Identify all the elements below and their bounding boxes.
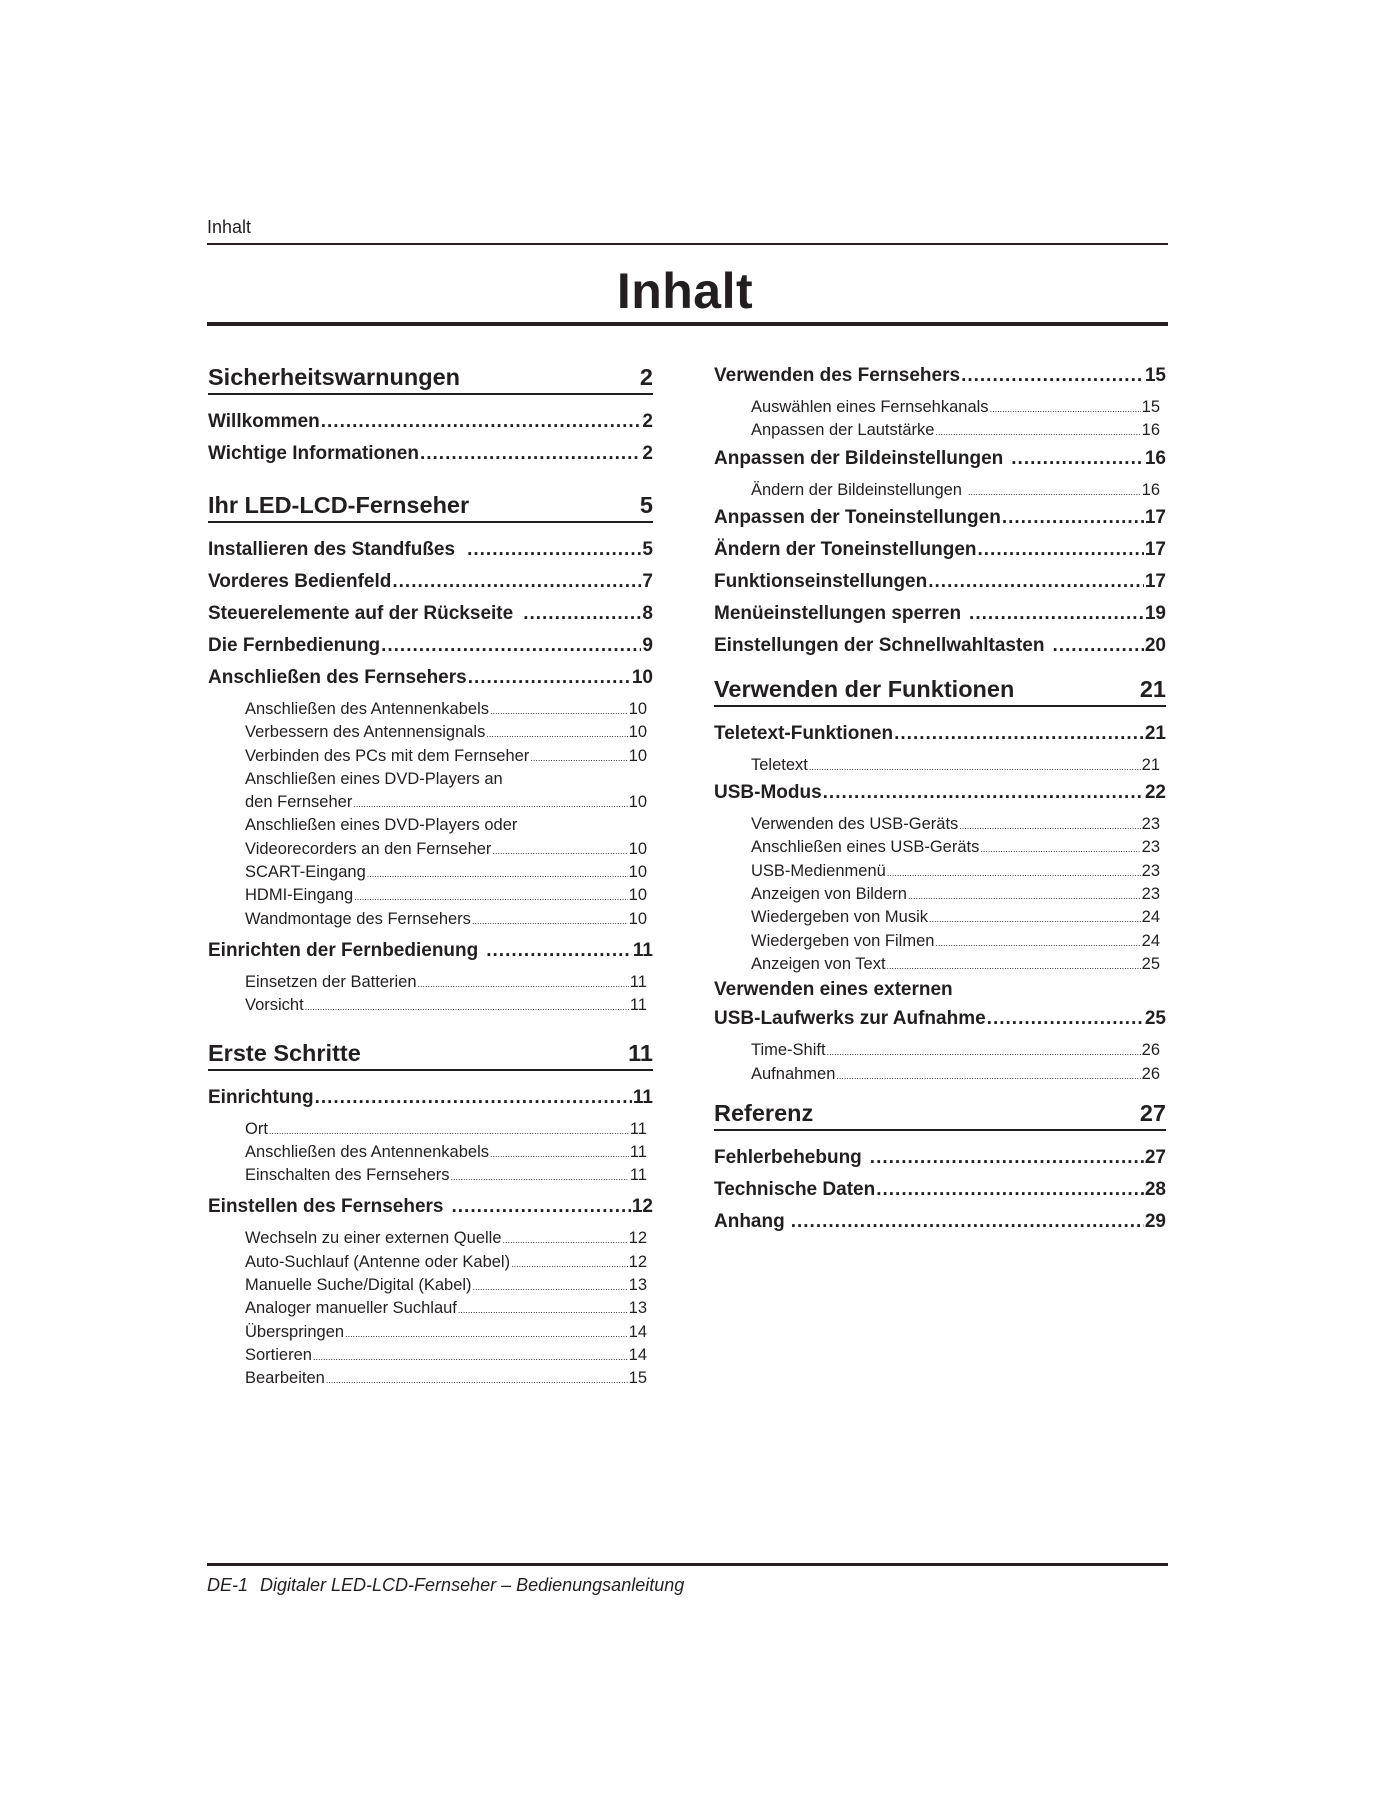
toc-subentry[interactable] [714, 883, 1166, 906]
toc-entry-anhang[interactable] [714, 1206, 1166, 1238]
toc-subentry[interactable] [208, 1297, 653, 1320]
subentry-title: USB-Medienmenü [751, 861, 886, 880]
entry-page: 27 [1144, 1146, 1166, 1168]
subentry-page: 10 [628, 700, 647, 718]
toc-entry-einrichten-fernbedienung[interactable] [208, 935, 653, 967]
entry-page: 12 [631, 1196, 653, 1218]
subentry-title: Ort [245, 1119, 268, 1138]
toc-subentry[interactable] [714, 1063, 1166, 1086]
dot-leader [968, 479, 1141, 504]
dot-leader [823, 777, 1144, 809]
section-verwenden-der-funktionen[interactable] [714, 676, 1166, 707]
subentry-page: 15 [628, 1369, 647, 1388]
dot-leader [345, 1321, 628, 1346]
subentry-page: 26 [1141, 1041, 1160, 1060]
section-erste-schritte[interactable] [208, 1040, 653, 1071]
entry-title-line1[interactable]: Verwenden eines externen [714, 979, 953, 1001]
entry-page: 21 [1144, 722, 1166, 744]
toc-subentry[interactable] [714, 860, 1166, 883]
dot-leader [467, 534, 641, 566]
subentry-page: 26 [1141, 1064, 1160, 1083]
dot-leader [420, 438, 641, 470]
dot-leader [894, 718, 1144, 750]
subentry-page: 21 [1141, 755, 1160, 774]
subentry-page: 16 [1141, 421, 1160, 440]
dot-leader [452, 1191, 631, 1223]
subentry-title: Bearbeiten [245, 1369, 325, 1388]
dot-leader [458, 1297, 628, 1322]
dot-leader [827, 1039, 1141, 1064]
toc-entry-usb-modus[interactable] [714, 777, 1166, 809]
entry-title: USB-Modus [714, 782, 822, 804]
subentry-title: Manuelle Suche/Digital (Kabel) [245, 1276, 472, 1295]
dot-leader [321, 406, 642, 438]
dot-leader [511, 1251, 628, 1276]
toc-entry-funktionseinstellungen[interactable] [714, 566, 1166, 598]
subentry-title: Sortieren [245, 1345, 312, 1364]
section-ihr-led-lcd-fernseher[interactable] [208, 492, 653, 523]
dot-leader [908, 883, 1141, 908]
dot-leader [870, 1142, 1144, 1174]
toc-subentry[interactable] [208, 791, 653, 814]
entry-page: 17 [1144, 570, 1166, 592]
entry-page: 11 [632, 939, 653, 961]
subentry-page: 10 [628, 746, 647, 765]
dot-leader [381, 630, 641, 662]
page-title: Inhalt [616, 263, 754, 319]
entry-title: Funktionseinstellungen [714, 570, 928, 592]
toc-entry-anschliessen-fernseher[interactable] [208, 662, 653, 694]
entry-title: Installieren des Standfußes [208, 539, 456, 560]
entry-title: USB-Laufwerks zur Aufnahme [714, 1008, 986, 1030]
toc-entry-steuerelemente[interactable] [208, 598, 653, 630]
subentry-title: Auswählen eines Fernsehkanals [751, 398, 989, 416]
subentry-page: 10 [628, 863, 647, 882]
toc-subentry[interactable] [208, 1274, 653, 1297]
dot-leader [305, 994, 629, 1019]
dot-leader [1011, 443, 1144, 475]
subentry-page: 10 [628, 793, 647, 812]
entry-page: 20 [1144, 634, 1166, 656]
subentry-page: 11 [629, 1142, 647, 1161]
subentry-title: Anschließen des Antennenkabels [245, 700, 490, 718]
entry-page: 7 [642, 571, 653, 592]
entry-page: 2 [642, 443, 653, 464]
toc-entry-menueeinstellungen[interactable] [714, 598, 1166, 630]
toc-entry-toneinstellungen-aendern[interactable] [714, 534, 1166, 566]
entry-page: 17 [1144, 506, 1166, 528]
toc-entry-usb-laufwerk-aufnahme[interactable] [714, 1003, 1166, 1035]
entry-title: Anpassen der Toneinstellungen [714, 506, 1001, 528]
entry-page: 5 [642, 539, 653, 560]
entry-title: Anhang [714, 1210, 785, 1232]
subentry-page: 12 [628, 1229, 647, 1248]
toc-entry-verwenden-fernsehers[interactable] [714, 360, 1166, 392]
footer-doc-title: Digitaler LED-LCD-Fernseher – Bedienungsanleitung [260, 1575, 685, 1595]
entry-title: Willkommen [208, 411, 320, 432]
toc-subentry[interactable] [208, 908, 653, 931]
dot-leader [492, 838, 627, 863]
section-page: 21 [1139, 675, 1166, 702]
entry-title: Einstellen des Fernsehers [208, 1196, 444, 1218]
entry-page: 9 [642, 635, 653, 656]
entry-page: 17 [1144, 538, 1166, 560]
entry-title: Einrichtung [208, 1086, 314, 1108]
subentry-page: 13 [628, 1276, 647, 1295]
toc-subentry[interactable] [714, 930, 1166, 953]
subentry-page: 23 [1141, 815, 1160, 834]
subentry-title: Anzeigen von Text [751, 954, 886, 973]
dot-leader [472, 908, 628, 933]
subentry-title: Aufnahmen [751, 1064, 836, 1083]
subentry-page: 11 [629, 1166, 647, 1185]
dot-leader [530, 745, 627, 770]
entry-title: Ändern der Toneinstellungen [714, 538, 977, 560]
subentry-page: 10 [628, 839, 647, 858]
dot-leader [990, 396, 1141, 421]
subentry-title: Videorecorders an den Fernseher [245, 839, 492, 858]
subentry-title: Verbinden des PCs mit dem Fernseher [245, 746, 530, 765]
subentry-title: Auto-Suchlauf (Antenne oder Kabel) [245, 1252, 511, 1271]
dot-leader [353, 791, 627, 816]
subentry-page: 25 [1141, 954, 1160, 973]
toc-entry-technische-daten[interactable] [714, 1174, 1166, 1206]
subentry-title: Teletext [751, 755, 808, 774]
entry-title: Menüeinstellungen sperren [714, 602, 962, 624]
toc-subentry[interactable] [208, 838, 653, 861]
toc-subentry[interactable] [714, 836, 1166, 859]
toc-subentry[interactable] [208, 884, 653, 907]
toc-entry-einrichtung[interactable] [208, 1082, 653, 1114]
subentry-title: Einsetzen der Batterien [245, 972, 417, 991]
subentry-page: 16 [1141, 480, 1160, 499]
subentry-title: Vorsicht [245, 996, 304, 1015]
toc-subentry[interactable] [714, 479, 1166, 502]
toc-subentry[interactable] [208, 1227, 653, 1250]
dot-leader [935, 930, 1140, 955]
subentry-page: 11 [629, 996, 647, 1015]
dot-leader [269, 1118, 629, 1143]
subentry-page: 24 [1141, 931, 1160, 950]
entry-title: Einrichten der Fernbedienung [208, 939, 479, 961]
dot-leader [523, 598, 641, 630]
entry-page: 25 [1144, 1008, 1166, 1030]
subentry-page: 14 [628, 1345, 647, 1364]
dot-leader [354, 884, 627, 909]
subentry-title: Anzeigen von Bildern [751, 885, 907, 904]
subentry-title: Ändern der Bildeinstellungen [751, 480, 962, 499]
subentry-title: HDMI-Eingang [245, 886, 354, 905]
entry-title: Teletext-Funktionen [714, 722, 894, 744]
section-title: Sicherheitswarnungen [208, 364, 461, 390]
toc-entry-schnellwahltasten[interactable] [714, 630, 1166, 662]
dot-leader [451, 1164, 629, 1189]
toc-entry-willkommen[interactable] [208, 406, 653, 438]
section-page: 2 [639, 364, 653, 390]
section-title: Verwenden der Funktionen [714, 675, 1015, 702]
subentry-page: 14 [628, 1322, 647, 1341]
dot-leader [978, 534, 1144, 566]
entry-title: Verwenden des Fernsehers [714, 365, 961, 386]
subentry-title: Wandmontage des Fernsehers [245, 909, 471, 928]
dot-leader [959, 813, 1140, 838]
dot-leader [486, 935, 632, 967]
section-page: 5 [639, 492, 653, 518]
toc-subentry[interactable] [208, 1251, 653, 1274]
title-rule [207, 322, 1168, 326]
subentry-title: Überspringen [245, 1322, 345, 1341]
dot-leader [418, 971, 629, 996]
subentry-title: Time-Shift [751, 1041, 826, 1060]
dot-leader [887, 953, 1141, 978]
entry-page: 29 [1144, 1210, 1166, 1232]
subentry-page: 23 [1141, 838, 1160, 857]
subentry-title: Wiedergeben von Filmen [751, 931, 935, 950]
toc-entry-einstellen-fernseher[interactable] [208, 1191, 653, 1223]
dot-leader [1002, 502, 1144, 534]
subentry-title: Anschließen des Antennenkabels [245, 1142, 490, 1161]
toc-subentry[interactable] [208, 971, 653, 994]
dot-leader [969, 598, 1144, 630]
subentry-title: Anschließen eines USB-Geräts [751, 838, 980, 857]
dot-leader [490, 1141, 629, 1166]
footer-page-id: DE-1 [207, 1575, 249, 1595]
subentry-page: 23 [1141, 861, 1160, 880]
toc-subentry[interactable] [208, 1164, 653, 1187]
dot-leader [980, 836, 1140, 861]
toc-entry-teletext-funktionen[interactable] [714, 718, 1166, 750]
dot-leader [1052, 630, 1143, 662]
entry-title: Einstellungen der Schnellwahltasten [714, 634, 1045, 656]
toc-subentry[interactable] [714, 813, 1166, 836]
toc-subentry[interactable] [714, 953, 1166, 976]
subentry-title: Wiedergeben von Musik [751, 908, 929, 927]
subentry-title: Analoger manueller Suchlauf [245, 1299, 457, 1318]
subentry-title: Wechseln zu einer externen Quelle [245, 1229, 502, 1248]
toc-subentry[interactable] [714, 754, 1166, 777]
toc-subentry[interactable] [208, 1367, 653, 1390]
toc-subentry[interactable] [208, 861, 653, 884]
dot-leader [315, 1082, 632, 1114]
toc-subentry[interactable] [714, 1039, 1166, 1062]
toc-subentry[interactable] [208, 745, 653, 768]
footer-rule [207, 1563, 1168, 1566]
entry-page: 19 [1144, 602, 1166, 624]
dot-leader [367, 861, 628, 886]
dot-leader [326, 1367, 628, 1392]
running-head: Inhalt [207, 217, 252, 237]
section-page: 11 [628, 1039, 653, 1066]
dot-leader [961, 360, 1144, 392]
section-title: Erste Schritte [208, 1039, 361, 1066]
subentry-page: 10 [628, 723, 647, 742]
dot-leader [313, 1344, 628, 1369]
page-footer [207, 1575, 684, 1596]
subentry-title: Anpassen der Lautstärke [751, 421, 935, 440]
subentry-title: Verwenden des USB-Geräts [751, 815, 959, 834]
dot-leader [392, 566, 641, 598]
dot-leader [809, 754, 1141, 779]
dot-leader [490, 698, 628, 723]
toc-entry-fernbedienung[interactable] [208, 630, 653, 662]
subentry-page: 12 [628, 1252, 647, 1271]
entry-title: Steuerelemente auf der Rückseite [208, 603, 514, 624]
section-page: 27 [1139, 1099, 1166, 1126]
subentry-page: 13 [628, 1299, 647, 1318]
subentry-page: 11 [629, 1119, 647, 1138]
toc-entry-vorderes-bedienfeld[interactable] [208, 566, 653, 598]
subentry-title: Verbessern des Antennensignals [245, 723, 486, 742]
entry-page: 8 [642, 603, 653, 624]
toc-right-column [714, 360, 1166, 1238]
subentry-page: 11 [629, 972, 647, 991]
toc-subentry[interactable] [714, 906, 1166, 929]
toc-entry-toneinstellungen-anpassen[interactable] [714, 502, 1166, 534]
toc-entry-standfuss[interactable] [208, 534, 653, 566]
header-rule [207, 243, 1168, 245]
section-title: Ihr LED-LCD-Fernseher [208, 492, 470, 518]
dot-leader [503, 1227, 628, 1252]
dot-leader [836, 1063, 1140, 1088]
toc-subentry[interactable] [208, 994, 653, 1017]
toc-subentry[interactable] [208, 1118, 653, 1141]
dot-leader [935, 419, 1140, 444]
dot-leader [468, 662, 631, 694]
dot-leader [791, 1206, 1144, 1238]
entry-page: 11 [632, 1086, 653, 1108]
dot-leader [486, 721, 627, 746]
entry-page: 15 [1144, 365, 1166, 386]
entry-page: 22 [1144, 782, 1166, 804]
subentry-page: 24 [1141, 908, 1160, 927]
toc-subentry[interactable] [714, 419, 1166, 442]
subentry-title: Einschalten des Fernsehers [245, 1166, 450, 1185]
subentry-title: den Fernseher [245, 793, 353, 812]
dot-leader [876, 1174, 1144, 1206]
toc-subentry[interactable] [208, 698, 653, 721]
entry-page: 16 [1144, 447, 1166, 469]
subentry-page: 15 [1141, 398, 1160, 416]
entry-title: Wichtige Informationen [208, 443, 419, 464]
entry-title: Fehlerbehebung [714, 1146, 862, 1168]
entry-page: 28 [1144, 1178, 1166, 1200]
toc-subentry[interactable] [714, 396, 1166, 419]
entry-title: Vorderes Bedienfeld [208, 571, 392, 592]
entry-title: Anschließen des Fernsehers [208, 667, 467, 688]
section-title: Referenz [714, 1099, 814, 1126]
entry-title: Die Fernbedienung [208, 635, 381, 656]
subentry-page: 23 [1141, 885, 1160, 904]
subentry-page: 10 [628, 909, 647, 928]
entry-page: 2 [642, 411, 653, 432]
toc-entry-fehlerbehebung[interactable] [714, 1142, 1166, 1174]
dot-leader [887, 860, 1141, 885]
section-sicherheitswarnungen[interactable] [208, 364, 653, 395]
entry-title: Anpassen der Bildeinstellungen [714, 447, 1004, 469]
dot-leader [929, 906, 1141, 931]
subentry-title: SCART-Eingang [245, 863, 366, 882]
subentry-title-line1[interactable]: Anschließen eines DVD-Players an [245, 769, 503, 788]
toc-subentry[interactable] [208, 1321, 653, 1344]
dot-leader [928, 566, 1144, 598]
toc-subentry[interactable] [208, 721, 653, 744]
toc-entry-bildeinstellungen[interactable] [714, 443, 1166, 475]
dot-leader [473, 1274, 628, 1299]
toc-subentry[interactable] [208, 1344, 653, 1367]
section-referenz[interactable] [714, 1100, 1166, 1131]
subentry-title-line1[interactable]: Anschließen eines DVD-Players oder [245, 816, 518, 835]
toc-left-column [208, 364, 653, 1391]
entry-page: 10 [631, 667, 653, 688]
entry-title: Technische Daten [714, 1178, 876, 1200]
toc-subentry[interactable] [208, 1141, 653, 1164]
dot-leader [987, 1003, 1144, 1035]
toc-entry-wichtige-informationen[interactable] [208, 438, 653, 470]
subentry-page: 10 [628, 886, 647, 905]
